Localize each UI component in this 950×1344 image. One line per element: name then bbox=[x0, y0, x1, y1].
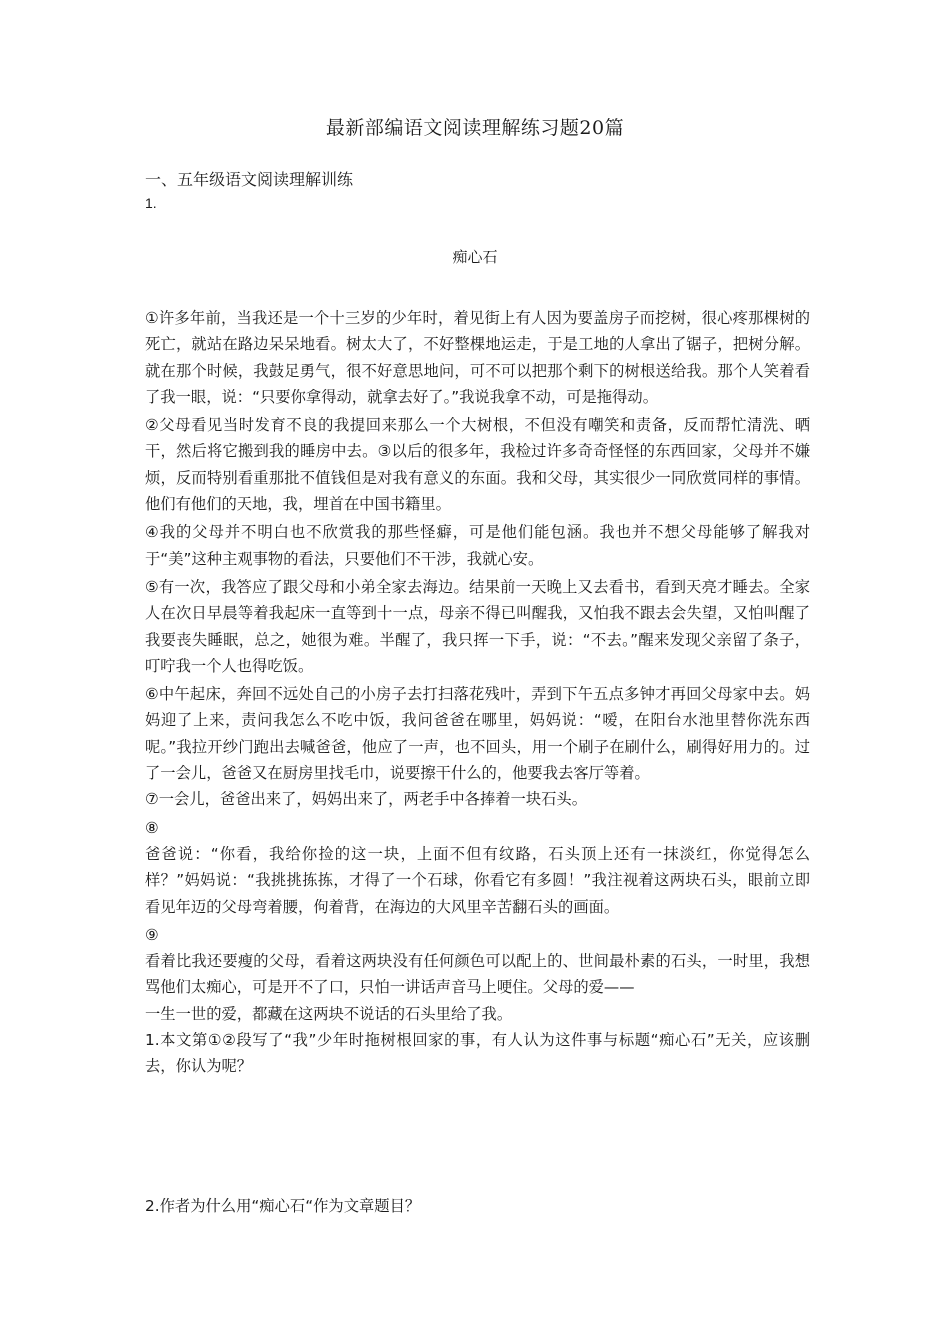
paragraph-9 bbox=[145, 922, 810, 1027]
paragraph-8-text: 爸爸说：“你看，我给你捡的这一块，上面不但有纹路，石头顶上还有一抹淡红，你觉得怎么样？”妈妈说：“我挑挑拣拣，才得了一个石球，你看它有多圆！”我注视着这两块石头，眼前立即看见年迈的父母弯着腰，佝着背，在海边的大风里辛苦翻石头的画面。 bbox=[145, 844, 810, 916]
paragraph-4: ④我的父母并不明白也不欣赏我的那些怪癖，可是他们能包涵。我也并不想父母能够了解我对于“美”这种主观事物的看法，只要他们不干涉，我就心安。 bbox=[145, 523, 810, 568]
question-2: 2.作者为什么用“痴心石“作为文章题目？ bbox=[145, 1197, 421, 1215]
paragraph-9-line2: 一生一世的爱，都藏在这两块不说话的石头里给了我。 bbox=[145, 1004, 513, 1023]
paragraph-2-3: ②父母看见当时发育不良的我提回来那么一个大树根，不但没有嘲笑和责备，反而帮忙清洗、晒干，然后将它搬到我的睡房中去。③以后的很多年，我检过许多奇奇怪怪的东西回家，父母并不嫌烦，反而特别看重那批不值钱但是对我有意义的东面。我和父母，其实很少一同欣赏同样的事情。他们有他们的天地，我，埋首在中国书籍里。 bbox=[145, 416, 810, 514]
story-body bbox=[145, 305, 810, 1080]
paragraph-7: ⑦一会儿，爸爸出来了，妈妈出来了，两老手中各捧着一块石头。 bbox=[145, 790, 588, 809]
paragraph-8-marker: ⑧ bbox=[145, 818, 159, 837]
paragraph-8 bbox=[145, 815, 810, 920]
paragraph-9-line1: 看着比我还要瘦的父母，看着这两块没有任何颜色可以配上的、世间最朴素的石头，一时里，我想骂他们太痴心，可是开不了口，只怕一讲话声音马上哽住。父母的爱—— bbox=[145, 952, 810, 997]
story-title: 痴心石 bbox=[452, 248, 498, 266]
paragraph-1: ①许多年前，当我还是一个十三岁的少年时，着见街上有人因为要盖房子而挖树，很心疼那棵树的死亡，就站在路边呆呆地看。树太大了，不好整棵地运走，于是工地的人拿出了锯子，把树分解。就在那个时候，我鼓足勇气，很不好意思地问，可不可以把那个剩下的树根送给我。那个人笑着看了我一眼，说：“只要你拿得动，就拿去好了。”我说我拿不动，可是拖得动。 bbox=[145, 309, 810, 406]
question-1: 1.本文第①②段写了“我”少年时拖树根回家的事，有人认为这件事与标题“痴心石”无关，应该删去，你认为呢？ bbox=[145, 1031, 810, 1076]
document-title: 最新部编语文阅读理解练习题20篇 bbox=[325, 117, 625, 139]
paragraph-5: ⑤有一次，我答应了跟父母和小弟全家去海边。结果前一天晚上又去看书，看到天亮才睡去。全家人在次日早晨等着我起床一直等到十一点，母亲不得已叫醒我，又怕我不跟去会失望，又怕叫醒了我要丧失睡眠，总之，她很为难。半醒了，我只挥一下手，说：“不去。”醒来发现父亲留了条子，叮咛我一个人也得吃饭。 bbox=[145, 577, 810, 675]
paragraph-6: ⑥中午起床，奔回不远处自己的小房子去打扫落花残叶，弄到下午五点多钟才再回父母家中去。妈妈迎了上来，责问我怎么不吃中饭，我问爸爸在哪里，妈妈说：“嗳，在阳台水池里替你洗东西呢。”我拉开纱门跑出去喊爸爸，他应了一声，也不回头，用一个刷子在刷什么，刷得好用力的。过了一会儿，爸爸又在厨房里找毛巾，说要擦干什么的，他要我去客厅等着。 bbox=[145, 685, 810, 783]
paragraph-9-marker: ⑨ bbox=[145, 925, 159, 944]
question-number: 1. bbox=[145, 195, 157, 211]
section-heading: 一、五年级语文阅读理解训练 bbox=[145, 170, 354, 189]
